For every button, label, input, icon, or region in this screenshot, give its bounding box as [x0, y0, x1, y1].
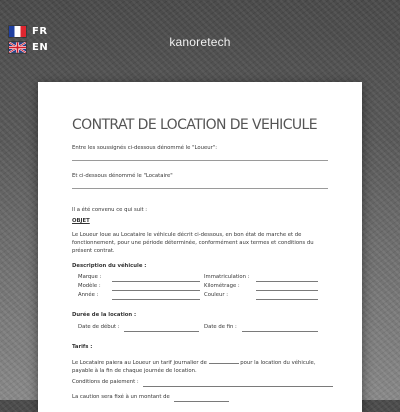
objet-body: Le Loueur loue au Locataire le véhicule décrit ci-dessous, en bon état de marche et de fonctionnement, pour une période déterminée, conformément aux termes et conditions du présent contrat.	[72, 232, 314, 254]
field-conditions-paiement	[72, 379, 333, 387]
party-locataire-line: Et ci-dessous dénommé le "Locataire"	[72, 173, 328, 189]
brand-name: kanoretech	[169, 35, 231, 49]
field-marque-line	[112, 276, 200, 282]
field-marque-label: Marque :	[78, 274, 102, 280]
field-kilometrage	[204, 283, 318, 291]
field-kilometrage-label: Kilométrage :	[204, 283, 240, 289]
field-date-debut	[78, 324, 199, 332]
field-caution-line	[174, 396, 229, 402]
field-kilometrage-line	[256, 285, 318, 291]
field-modele	[78, 283, 200, 291]
field-couleur-label: Couleur :	[204, 292, 229, 298]
language-fr-label: FR	[32, 26, 48, 37]
contract-document-preview	[38, 82, 362, 412]
field-couleur	[204, 292, 318, 300]
tarifs-heading: Tarifs :	[72, 344, 93, 350]
daily-rate-blank	[209, 359, 239, 364]
field-immatriculation	[204, 274, 318, 282]
tarifs-text-after: pour la location du véhicule, payable à la fin de chaque journée de location.	[72, 360, 316, 374]
field-date-fin-line	[242, 326, 318, 332]
vehicle-description-heading: Description du véhicule :	[72, 263, 147, 269]
field-immatriculation-line	[256, 276, 318, 282]
field-conditions-paiement-label: Conditions de paiement :	[72, 379, 139, 385]
field-modele-line	[112, 285, 200, 291]
field-couleur-line	[256, 294, 318, 300]
field-annee	[78, 292, 200, 300]
field-caution-label: La caution sera fixé à un montant de	[72, 394, 170, 400]
field-immatriculation-label: Immatriculation :	[204, 274, 250, 280]
party-loueur-line: Entre les soussignés ci-dessous dénommé le "Loueur":	[72, 145, 328, 161]
objet-heading: OBJET	[72, 218, 90, 224]
field-modele-label: Modèle :	[78, 283, 101, 289]
field-date-fin-label: Date de fin :	[204, 324, 237, 330]
field-annee-line	[112, 294, 200, 300]
rental-duration-heading: Durée de la location :	[72, 312, 137, 318]
field-conditions-paiement-line	[143, 381, 333, 387]
field-date-fin	[204, 324, 318, 332]
intro-text: Il a été convenu ce qui suit :	[72, 207, 148, 213]
document-title: CONTRAT DE LOCATION DE VEHICULE	[72, 117, 317, 133]
tarifs-body	[72, 359, 328, 376]
tarifs-text-before: Le Locataire paiera au Loueur un tarif journalier de	[72, 360, 207, 366]
field-marque	[78, 274, 200, 282]
field-annee-label: Année :	[78, 292, 99, 298]
language-en-label: EN	[32, 42, 49, 53]
field-date-debut-label: Date de début :	[78, 324, 120, 330]
field-caution	[72, 394, 229, 402]
field-date-debut-line	[124, 326, 199, 332]
